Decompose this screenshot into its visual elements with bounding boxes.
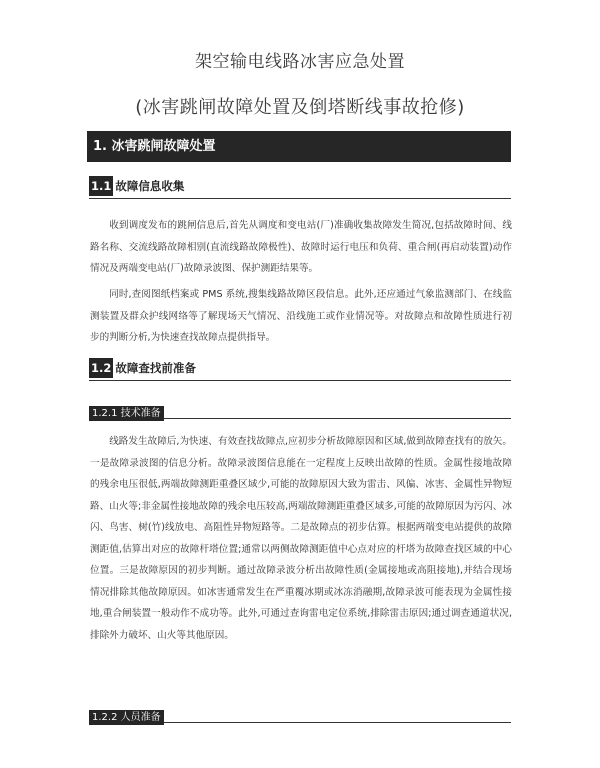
section-heading-1: 1. 冰害跳闸故障处置 [87,131,511,162]
subsection-label: 1.2.1 技术准备 [89,406,164,421]
section-number: 1.2 [89,358,113,378]
subsection-heading-1-2-2 [89,705,511,723]
subsection-label: 1.2.2 人员准备 [89,710,164,725]
section-title: 故障查找前准备 [115,361,196,375]
section-heading-1-1 [89,176,511,199]
section-number: 1.1 [89,176,113,196]
document-title: 架空输电线路冰害应急处置 [195,52,405,72]
section-heading-1-2 [89,358,511,381]
paragraph: 收到调度发布的跳闸信息后,首先从调度和变电站(厂)准确收集故障发生简况,包括故障时间、线路名称、交流线路故障相别(直流线路故障极性)、故障时运行电压和负荷、重合闸(再启动装置)动作情况及两端变电站(厂)故障录波图、保护测距结果等。 [90,220,512,274]
paragraph: 线路发生故障后,为快速、有效查找故障点,应初步分析故障原因和区域,做到故障查找有的放矢。一是故障录波图的信息分析。故障录波图信息能在一定程度上反映出故障的性质。金属性接地故障的残余电压很低,两端故障测距重叠区域少,可能的故障原因大致为雷击、风偏、冰害、金属性异物短路、山火等;非金属性接地故障的残余电压较高,两端故障测距重叠区域多,可能的故障原因为污闪、冰闪、鸟害、树(竹)线放电、高阻性异物短路等。二是故障点的初步估算。根据两端变电站提供的故障测距值,估算出对应的故障杆塔位置;通常以两侧故障测距值中心点对应的杆塔为故障查找区域的中心位置。三是故障原因的初步判断。通过故障录波分析出故障性质(金属接地或高阻接地),并结合现场情况排除其他故障原因。如冰害通常发生在严重覆冰期或冰冻消融期,故障录波可能表现为金属性接地,重合闸装置一般动作不成功等。此外,可通过查询雷电定位系统,排除雷击原因;通过调查通道状况,排除外力破坏、山火等其他原因。 [90,436,512,641]
paragraph: 同时,查阅图纸档案或 PMS 系统,搜集线路故障区段信息。此外,还应通过气象监测部门、在线监测装置及群众护线网络等了解现场天气情况、沿线施工或作业情况等。对故障点和故障性质进行初步的判断分析,为快速查找故障点提供指导。 [90,289,512,343]
section-title: 故障信息收集 [115,179,185,193]
document-subtitle: (冰害跳闸故障处置及倒塔断线事故抢修) [135,97,465,118]
subsection-heading-1-2-1 [89,401,511,419]
